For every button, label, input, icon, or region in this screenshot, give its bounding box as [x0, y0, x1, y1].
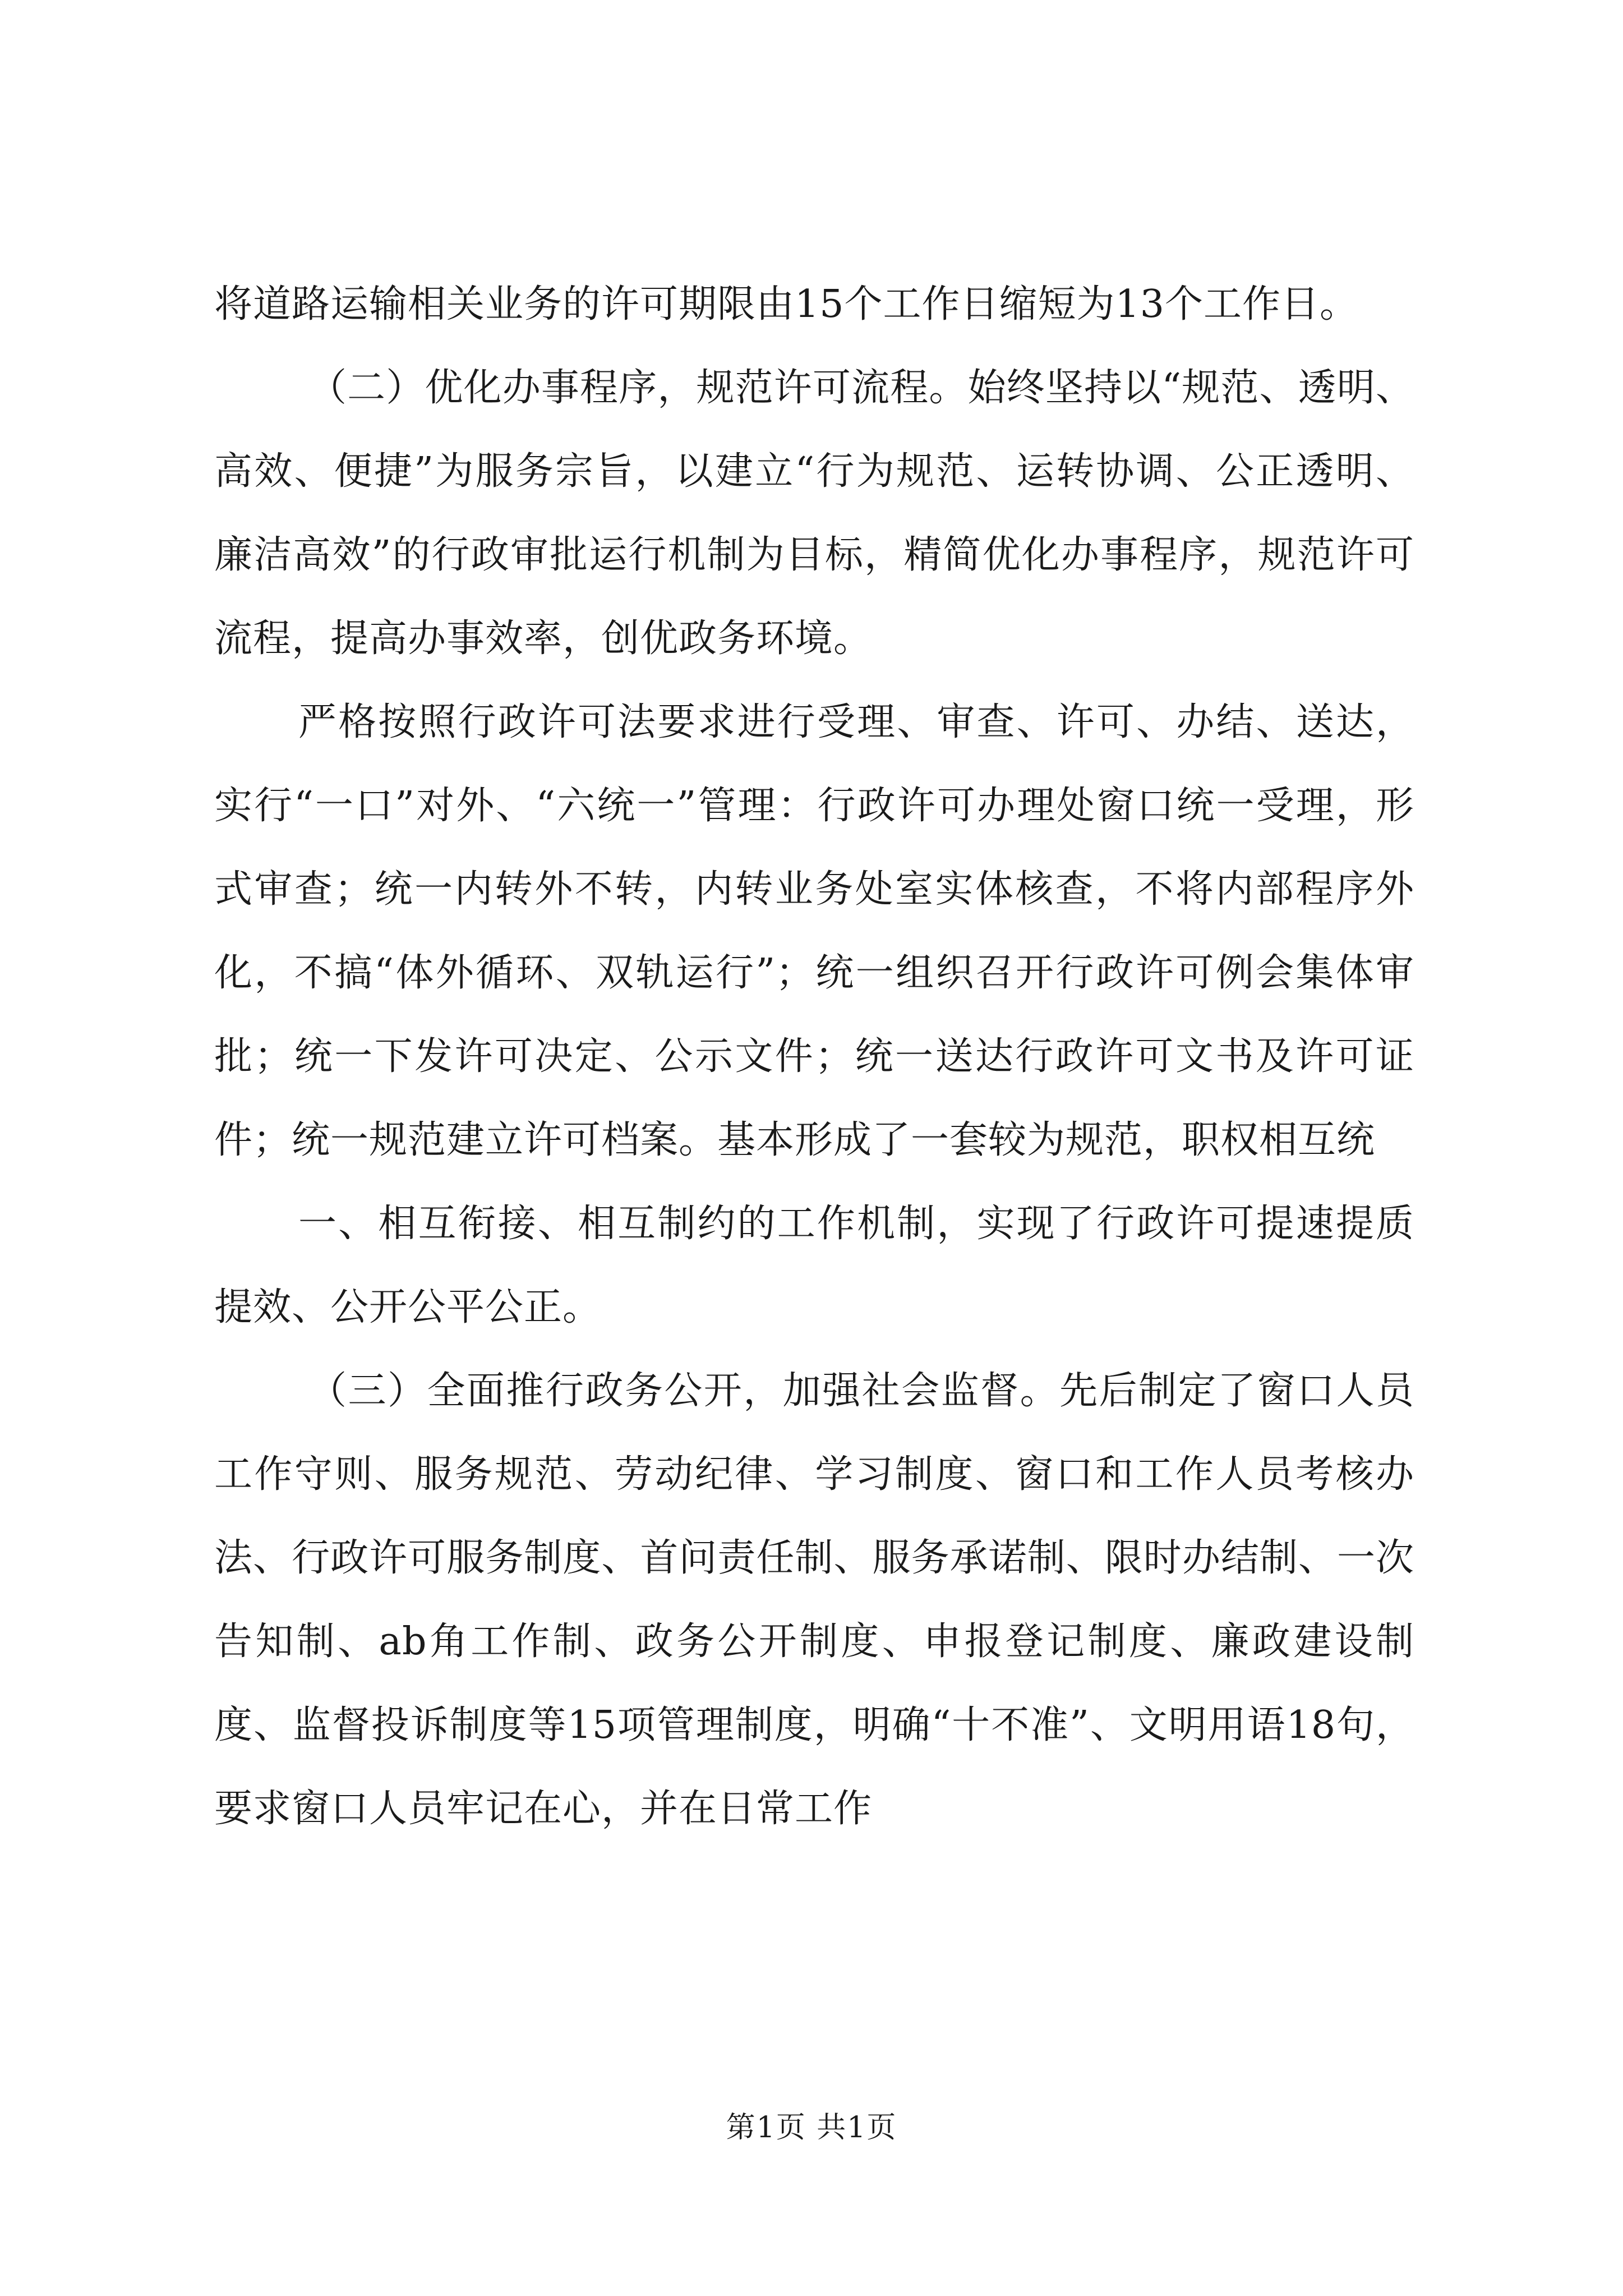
page-footer: [0, 2104, 1623, 2146]
page-number: 第1页 共1页: [726, 2111, 897, 2145]
paragraph-mechanism: 一、相互衔接、相互制约的工作机制，实现了行政许可提速提质提效、公开公平公正。: [214, 1202, 1414, 1329]
paragraph-section-2: （二）优化办事程序，规范许可流程。始终坚持以“规范、透明、高效、便捷”为服务宗旨，以建立“行为规范、运转协调、公正透明、廉洁高效”的行政审批运行机制为目标，精简优化办事程序，规范许可流程，提高办事效率，创优政务环境。: [214, 366, 1414, 661]
paragraph-continuation: 将道路运输相关业务的许可期限由15个工作日缩短为13个工作日。: [214, 282, 1359, 326]
paragraph-section-3: （三）全面推行政务公开，加强社会监督。先后制定了窗口人员工作守则、服务规范、劳动纪律、学习制度、窗口和工作人员考核办法、行政许可服务制度、首问责任制、服务承诺制、限时办结制、一次告知制、ab角工作制、政务公开制度、申报登记制度、廉政建设制度、监督投诉制度等15项管理制度，明确“十不准”、文明用语18句，要求窗口人员牢记在心，并在日常工作: [214, 1369, 1414, 1831]
paragraph-strict-procedure: 严格按照行政许可法要求进行受理、审查、许可、办结、送达，实行“一口”对外、“六统一”管理：行政许可办理处窗口统一受理，形式审查；统一内转外不转，内转业务处室实体核查，不将内部程序外化，不搞“体外循环、双轨运行”；统一组织召开行政许可例会集体审批；统一下发许可决定、公示文件；统一送达行政许可文书及许可证件；统一规范建立许可档案。基本形成了一套较为规范，职权相互统: [214, 700, 1414, 1162]
document-body: [214, 263, 1414, 1851]
